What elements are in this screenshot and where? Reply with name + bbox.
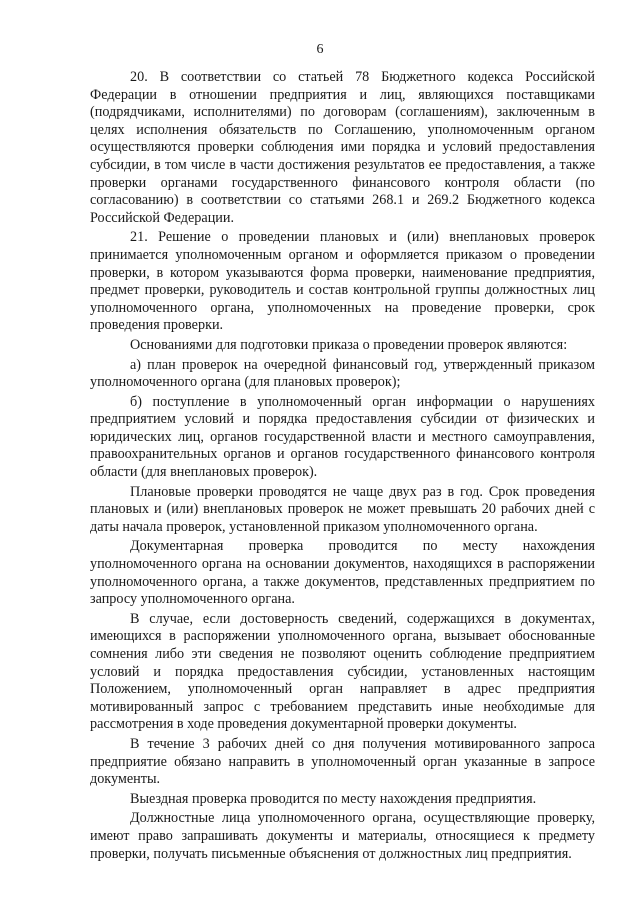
paragraph-20: 20. В соответствии со статьей 78 Бюджетного кодекса Российской Федерации в отношении предприятия и лиц, являющихся поставщиками (подрядчиками, исполнителями) по договорам (соглашениям), заключенным в целях исполнения обязательств по Соглашению, уполномоченным органом осуществляются проверки соблюдения ими порядка и условий предоставления субсидии, в том числе в части достижения результатов ее предоставления, а также проверки органами государственного финансового контроля области (по согласованию) в соответствии со статьями 268.1 и 269.2 Бюджетного кодекса Российской Федерации. [90, 69, 595, 226]
paragraph-documentary-inspection: Документарная проверка проводится по месту нахождения уполномоченного органа на основании документов, находящихся в распоряжении уполномоченного органа, а также документов, представленных предприятием по запросу уполномоченного органа. [90, 538, 595, 608]
paragraph-21: 21. Решение о проведении плановых и (или) внеплановых проверок принимается уполномоченным органом и оформляется приказом о проведении проверки, в котором указываются форма проверки, наименование предприятия, предмет проверки, руководитель и состав контрольной группы должностных лиц уполномоченного органа, уполномоченных на проведение проверки, срок проведения проверки. [90, 229, 595, 334]
document-body [90, 69, 595, 865]
paragraph-reasoned-request: В случае, если достоверность сведений, содержащихся в документах, имеющихся в распоряжении уполномоченного органа, вызывает обоснованные сомнения либо эти сведения не позволяют оценить соблюдение предприятием условий и порядка предоставления субсидии, установленных настоящим Положением, уполномоченный орган направляет в адрес предприятия мотивированный запрос с требованием представить иные необходимые для рассмотрения в ходе проведения документарной проверки документы. [90, 610, 595, 733]
paragraph-officials-rights: Должностные лица уполномоченного органа, осуществляющие проверку, имеют право запрашивать документы и материалы, относящиеся к предмету проверки, получать письменные объяснения от должностных лиц предприятия. [90, 810, 595, 862]
paragraph-response-deadline: В течение 3 рабочих дней со дня получения мотивированного запроса предприятие обязано направить в уполномоченный орган указанные в запросе документы. [90, 735, 595, 788]
paragraph-planned-inspections: Плановые проверки проводятся не чаще двух раз в год. Срок проведения плановых и (или) внеплановых проверок не может превышать 20 рабочих дней с даты начала проверок, установленной приказом уполномоченного органа. [90, 483, 595, 535]
paragraph-grounds-b: б) поступление в уполномоченный орган информации о нарушениях предприятием условий и порядка предоставления субсидии от физических и юридических лиц, органов государственной власти и местного самоуправления, правоохранительных органов и органов государственного финансового контроля области (для внеплановых проверок). [90, 393, 595, 481]
paragraph-grounds: Основаниями для подготовки приказа о проведении проверок являются: [130, 336, 568, 353]
page-number: 6 [316, 42, 324, 57]
paragraph-grounds-a: а) план проверок на очередной финансовый год, утвержденный приказом уполномоченного органа (для плановых проверок); [90, 356, 595, 391]
paragraph-field-inspection: Выездная проверка проводится по месту нахождения предприятия. [130, 790, 537, 807]
